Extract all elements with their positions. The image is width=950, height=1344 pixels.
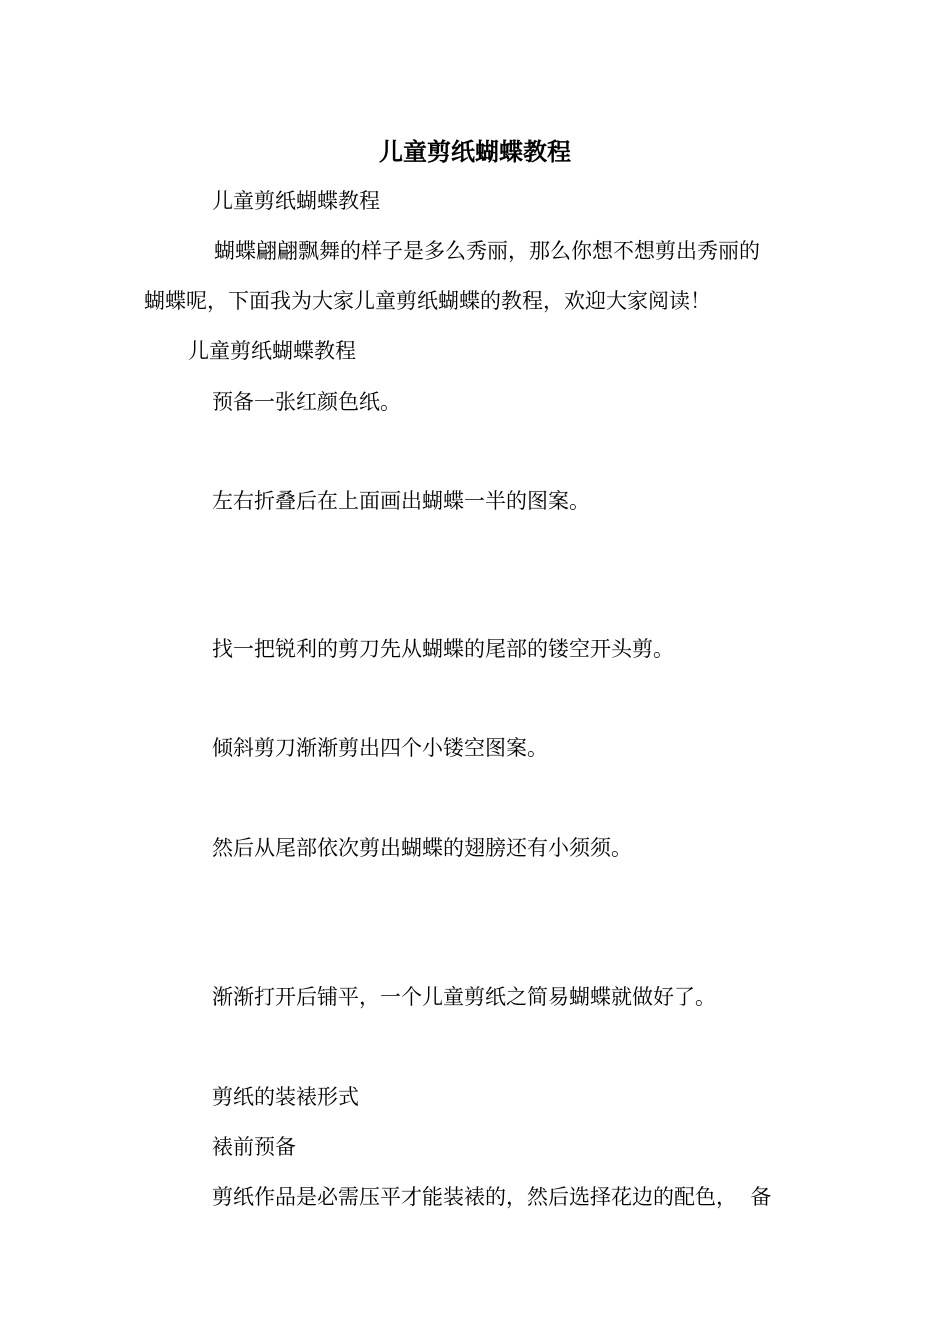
document-title: 儿童剪纸蝴蝶教程 (379, 137, 571, 166)
mounting-paragraph: 剪纸作品是必需压平才能装裱的，然后选择花边的配色， 备 (212, 1185, 772, 1209)
step-4: 倾斜剪刀渐渐剪出四个小镂空图案。 (212, 736, 548, 760)
step-2: 左右折叠后在上面画出蝴蝶一半的图案。 (212, 489, 590, 513)
intro-paragraph-line-1: 蝴蝶翩翩飘舞的样子是多么秀丽，那么你想不想剪出秀丽的 (214, 239, 760, 263)
section-heading: 儿童剪纸蝴蝶教程 (188, 339, 356, 363)
intro-paragraph-line-2: 蝴蝶呢，下面我为大家儿童剪纸蝴蝶的教程，欢迎大家阅读！ (144, 289, 711, 313)
mounting-heading: 剪纸的装裱形式 (212, 1085, 359, 1109)
step-1: 预备一张红颜色纸。 (212, 390, 401, 414)
document-subtitle: 儿童剪纸蝴蝶教程 (212, 189, 380, 213)
mounting-subheading: 裱前预备 (212, 1135, 296, 1159)
step-3: 找一把锐利的剪刀先从蝴蝶的尾部的镂空开头剪。 (212, 637, 674, 661)
step-6: 渐渐打开后铺平，一个儿童剪纸之简易蝴蝶就做好了。 (212, 985, 716, 1009)
step-5: 然后从尾部依次剪出蝴蝶的翅膀还有小须须。 (212, 836, 632, 860)
